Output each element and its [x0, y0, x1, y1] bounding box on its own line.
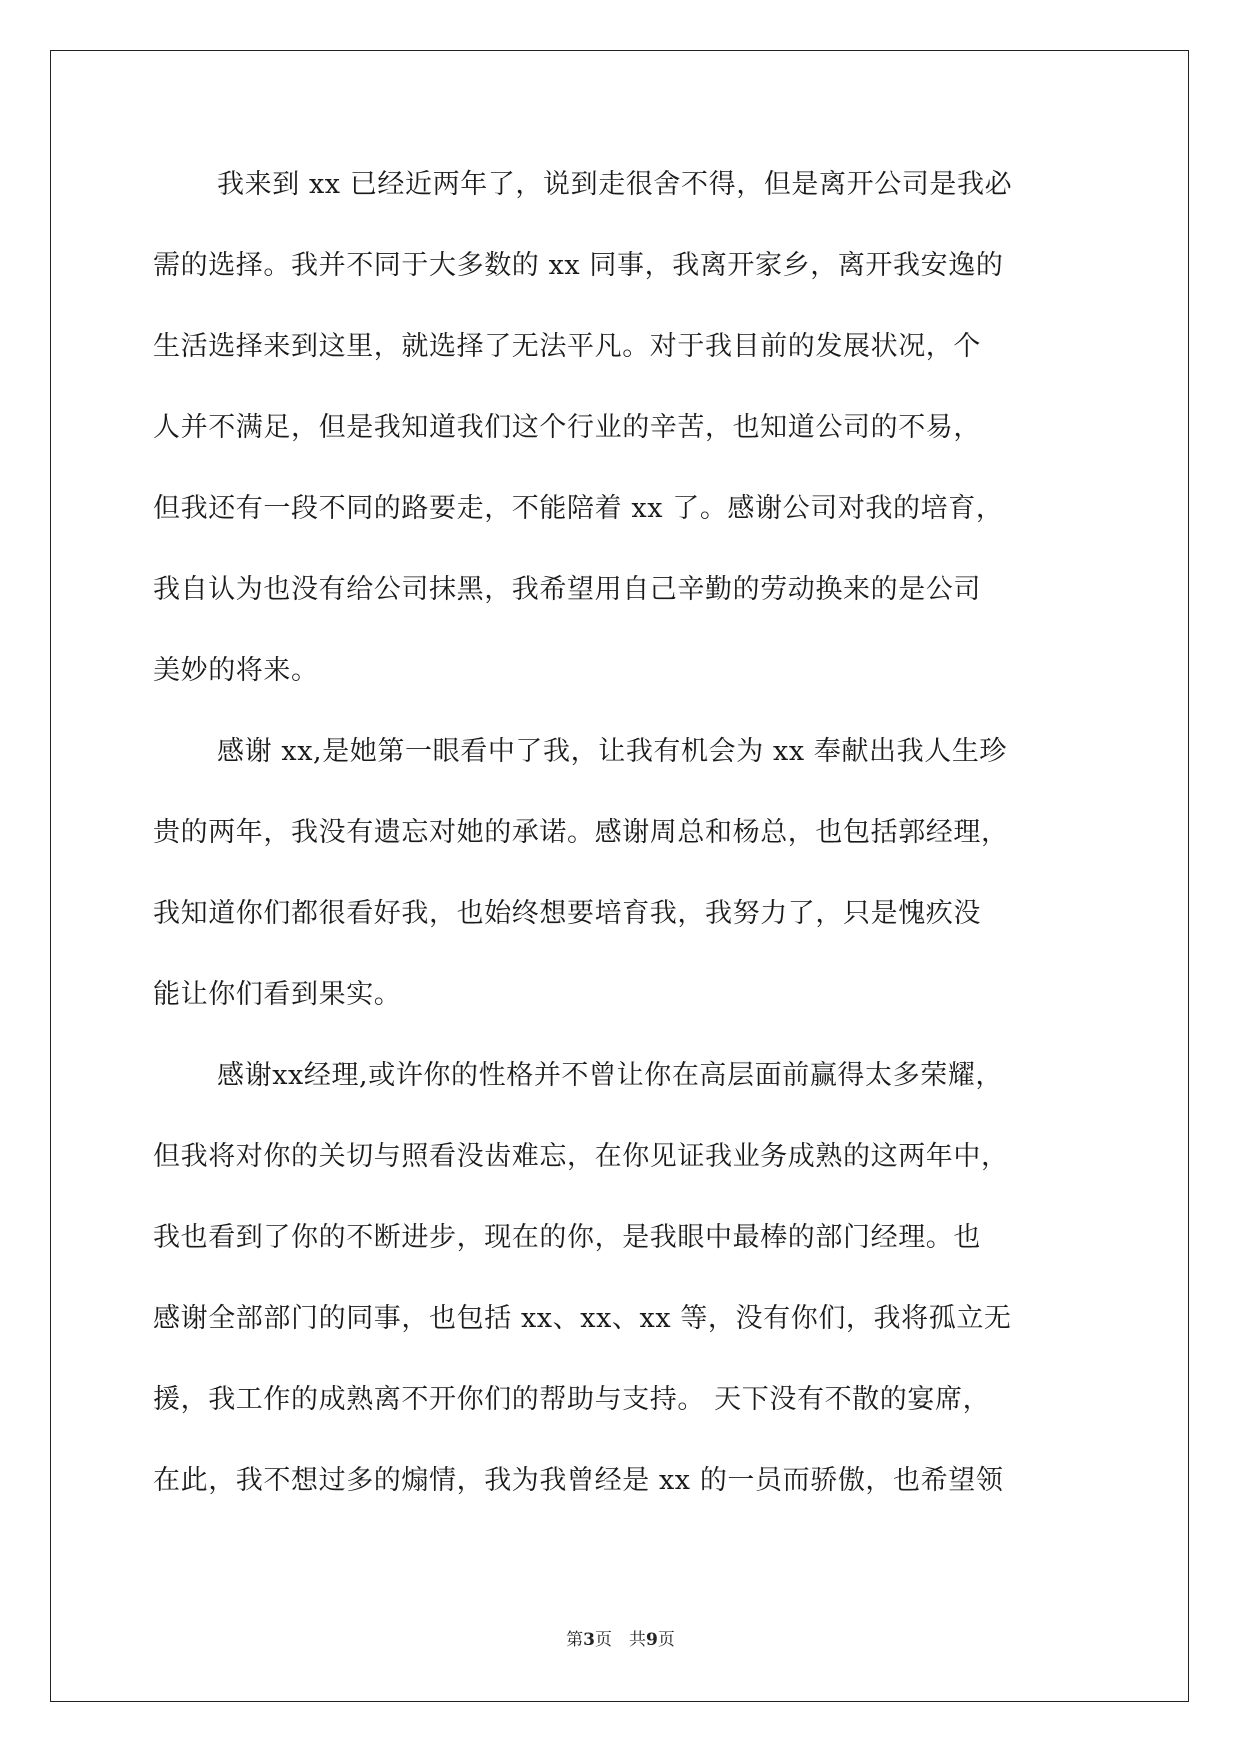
document-body [153, 160, 1108, 1537]
text-line: 但我还有一段不同的路要走，不能陪着 xx 了。感谢公司对我的培育， [153, 493, 1004, 524]
text-line: 能让你们看到果实。 [153, 979, 402, 1010]
text-line: 感谢xx经理,或许你的性格并不曾让你在高层面前赢得太多荣耀， [217, 1060, 1004, 1091]
text-line: 我来到 xx 已经近两年了，说到走很舍不得，但是离开公司是我必 [217, 169, 1013, 200]
text-line: 感谢全部部门的同事，也包括 xx、xx、xx 等，没有你们，我将孤立无 [153, 1303, 1012, 1334]
text-line: 我知道你们都很看好我，也始终想要培育我，我努力了，只是愧疚没 [153, 898, 981, 929]
text-line: 我自认为也没有给公司抹黑，我希望用自己辛勤的劳动换来的是公司 [153, 574, 981, 605]
text-line: 感谢 xx,是她第一眼看中了我，让我有机会为 xx 奉献出我人生珍 [217, 736, 1008, 767]
current-page-number: 3 [583, 1630, 595, 1650]
text-line: 援，我工作的成熟离不开你们的帮助与支持。 天下没有不散的宴席， [153, 1384, 991, 1415]
page-footer [0, 1625, 1241, 1650]
text-line: 美妙的将来。 [153, 655, 319, 686]
text-line: 生活选择来到这里，就选择了无法平凡。对于我目前的发展状况，个 [153, 331, 981, 362]
footer-suffix: 页 [657, 1630, 675, 1650]
text-line: 人并不满足，但是我知道我们这个行业的辛苦，也知道公司的不易， [153, 412, 981, 443]
text-line: 但我将对你的关切与照看没齿难忘，在你见证我业务成熟的这两年中， [153, 1141, 1009, 1172]
text-line: 在此，我不想过多的煽情，我为我曾经是 xx 的一员而骄傲，也希望领 [153, 1465, 1004, 1496]
text-line: 贵的两年，我没有遗忘对她的承诺。感谢周总和杨总，也包括郭经理， [153, 817, 1009, 848]
text-line: 需的选择。我并不同于大多数的 xx 同事，我离开家乡，离开我安逸的 [153, 250, 1004, 281]
total-page-number: 9 [646, 1630, 658, 1650]
text-line: 我也看到了你的不断进步，现在的你，是我眼中最棒的部门经理。也 [153, 1222, 981, 1253]
footer-mid: 页 共 [595, 1630, 646, 1650]
footer-prefix: 第 [566, 1630, 584, 1650]
